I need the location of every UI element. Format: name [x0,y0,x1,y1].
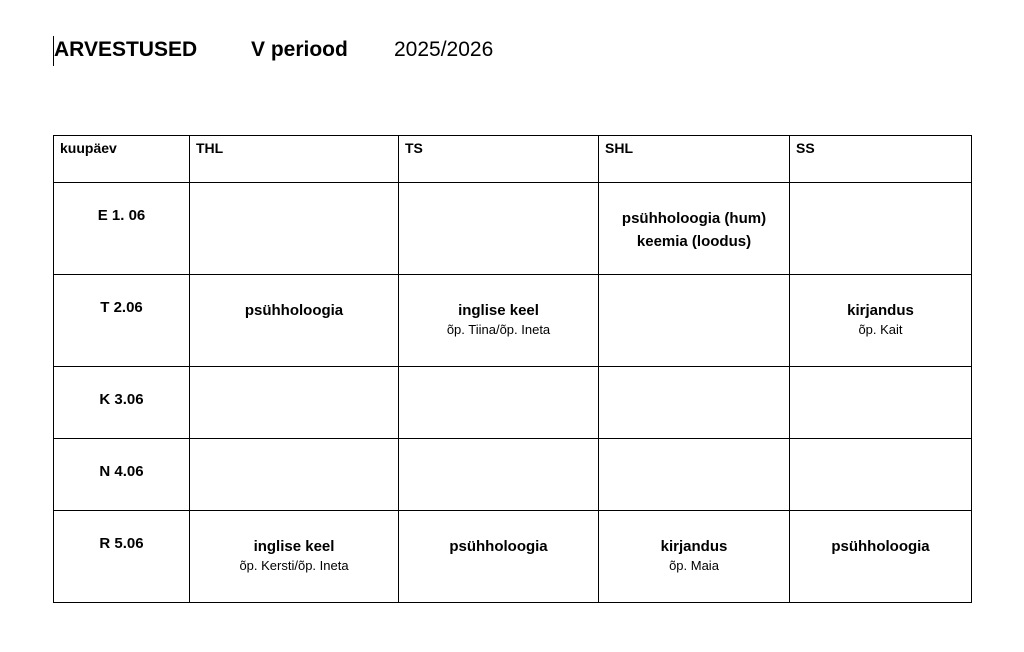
table-header-row [54,136,972,183]
table-row [54,439,972,511]
teacher-text: õp. Kait [858,322,903,337]
schedule-cell [790,183,972,275]
subject-text [399,511,598,558]
subject-text [190,275,398,322]
date-text: T 2.06 [100,299,143,316]
table-row [54,275,972,367]
teacher-text: õp. Maia [669,558,719,573]
subject-line: inglise keel [253,538,335,555]
date-cell [54,367,190,439]
date-text: K 3.06 [99,391,144,408]
title-year: 2025/2026 [394,38,494,61]
schedule-cell [399,511,599,603]
subject-line: keemia (loodus) [636,233,752,250]
subject-line: kirjandus [847,302,914,319]
subject-line: psühholoogia [244,302,344,319]
schedule-cell [399,367,599,439]
schedule-cell [190,367,399,439]
header-cell-thl: THL [190,136,399,183]
schedule-cell [399,439,599,511]
date-cell [54,439,190,511]
date-text: E 1. 06 [97,207,146,224]
table-row [54,511,972,603]
schedule-cell [599,183,790,275]
schedule-cell [190,183,399,275]
schedule-cell [190,275,399,367]
table-row [54,367,972,439]
date-text: N 4.06 [99,463,144,480]
schedule-cell [599,511,790,603]
date-cell [54,275,190,367]
subject-text [599,183,789,253]
subject-text [599,511,789,558]
subject-line: psühholoogia [449,538,548,555]
title-period: V periood [251,38,348,61]
header-cell-ss: SS [790,136,972,183]
schedule-cell [599,367,790,439]
teacher-text: õp. Kersti/õp. Ineta [239,558,349,573]
header-cell-date: kuupäev [54,136,190,183]
schedule-table [53,135,972,603]
date-text: R 5.06 [99,535,144,552]
schedule-cell [790,511,972,603]
teacher-text: õp. Tiina/õp. Ineta [446,322,551,337]
subject-line: psühholoogia [831,538,930,555]
subject-line: psühholoogia (hum) [621,210,767,227]
subject-line: inglise keel [458,302,539,319]
title-label: ARVESTUSED [54,38,198,61]
date-cell [54,511,190,603]
schedule-cell [399,275,599,367]
header-cell-ts: TS [399,136,599,183]
schedule-cell [190,439,399,511]
subject-text [790,275,971,322]
header-cell-shl: SHL [599,136,790,183]
table-row [54,183,972,275]
schedule-cell [790,275,972,367]
subject-text [399,275,598,322]
schedule-cell [399,183,599,275]
date-cell [54,183,190,275]
subject-text [190,511,398,558]
schedule-cell [599,275,790,367]
schedule-cell [190,511,399,603]
schedule-cell [790,367,972,439]
subject-text [790,511,971,558]
subject-line: kirjandus [660,538,728,555]
schedule-cell [790,439,972,511]
schedule-cell [599,439,790,511]
